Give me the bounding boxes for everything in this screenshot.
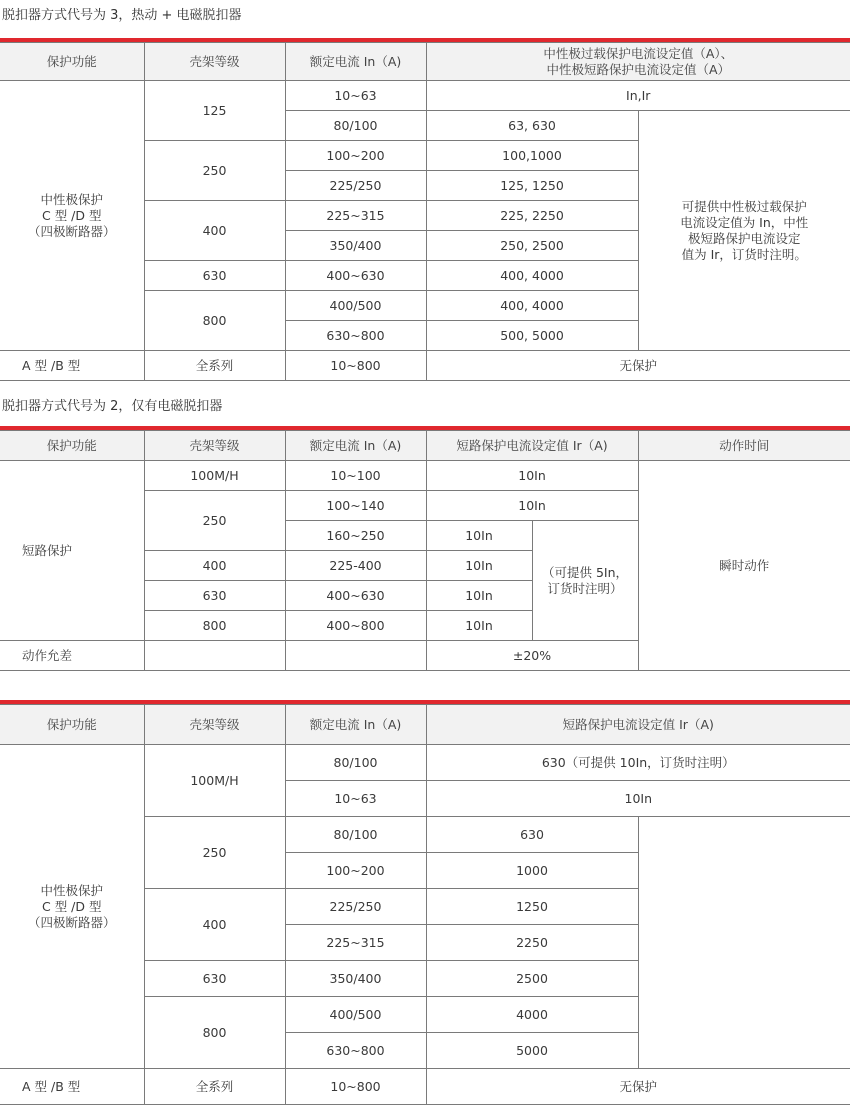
current-cell: 10~63 xyxy=(285,81,426,111)
frame-cell: 250 xyxy=(144,817,285,889)
col-header-protection: 保护功能 xyxy=(0,431,144,461)
frame-cell: 250 xyxy=(144,141,285,201)
setting-cell: 10In xyxy=(426,551,532,581)
setting-cell: 630（可提供 10In，订货时注明） xyxy=(426,745,850,781)
section2-caption: 脱扣器方式代号为 2，仅有电磁脱扣器 xyxy=(2,399,223,414)
current-cell: 80/100 xyxy=(285,111,426,141)
protection-label-line: C 型 /D 型 xyxy=(42,207,102,223)
setting-cell: 100,1000 xyxy=(426,141,638,171)
note-cell xyxy=(532,521,638,641)
current-cell: 225/250 xyxy=(285,889,426,925)
frame-cell: 400 xyxy=(144,889,285,961)
frame-cell: 100M/H xyxy=(144,461,285,491)
col-header-frame: 壳架等级 xyxy=(144,705,285,745)
col-header-settings xyxy=(426,43,850,81)
note-line: 订货时注明） xyxy=(547,580,623,596)
col-header-action-time: 动作时间 xyxy=(638,431,850,461)
setting-cell: 5000 xyxy=(426,1033,638,1069)
col-header-protection: 保护功能 xyxy=(0,705,144,745)
table-row xyxy=(0,461,850,491)
col-header-settings-line1: 中性极过载保护电流设定值（A）、 xyxy=(543,45,734,61)
ab-type-label: A 型 /B 型 xyxy=(0,351,144,381)
action-time-cell: 瞬时动作 xyxy=(638,461,850,671)
section1-header-row xyxy=(0,43,850,81)
current-cell: 100~200 xyxy=(285,853,426,889)
setting-cell: 250, 2500 xyxy=(426,231,638,261)
frame-cell: 400 xyxy=(144,551,285,581)
protection-label xyxy=(0,745,144,1069)
table-row xyxy=(0,745,850,781)
frame-cell: 630 xyxy=(144,581,285,611)
protection-label-line: C 型 /D 型 xyxy=(42,898,102,914)
current-cell: 10~63 xyxy=(285,781,426,817)
setting-cell: 1250 xyxy=(426,889,638,925)
frame-cell: 全系列 xyxy=(144,351,285,381)
setting-cell: 10In xyxy=(426,461,638,491)
frame-cell: 630 xyxy=(144,961,285,997)
current-cell: 400/500 xyxy=(285,997,426,1033)
frame-cell: 800 xyxy=(144,291,285,351)
setting-cell: 10In xyxy=(426,781,850,817)
current-cell: 630~800 xyxy=(285,321,426,351)
col-header-rated-current: 额定电流 In（A) xyxy=(285,43,426,81)
current-cell: 100~200 xyxy=(285,141,426,171)
section1-caption: 脱扣器方式代号为 3，热动 + 电磁脱扣器 xyxy=(2,8,242,23)
current-cell: 400/500 xyxy=(285,291,426,321)
current-cell: 350/400 xyxy=(285,231,426,261)
protection-label-line: 中性极保护 xyxy=(40,191,103,207)
setting-cell: 无保护 xyxy=(426,351,850,381)
col-header-rated-current: 额定电流 In（A) xyxy=(285,705,426,745)
current-cell: 10~800 xyxy=(285,1069,426,1105)
note-line: 电流设定值为 In，中性 xyxy=(680,214,809,230)
col-header-short-circuit: 短路保护电流设定值 Ir（A) xyxy=(426,431,638,461)
section2-table xyxy=(0,430,850,671)
setting-cell: 225, 2250 xyxy=(426,201,638,231)
ab-type-label: A 型 /B 型 xyxy=(0,1069,144,1105)
current-cell: 225-400 xyxy=(285,551,426,581)
current-cell: 400~800 xyxy=(285,611,426,641)
current-cell: 400~630 xyxy=(285,261,426,291)
col-header-protection: 保护功能 xyxy=(0,43,144,81)
frame-cell: 800 xyxy=(144,611,285,641)
setting-cell: 630 xyxy=(426,817,638,853)
empty-cell xyxy=(285,641,426,671)
protection-label-line: （四极断路器） xyxy=(27,223,116,239)
col-header-rated-current: 额定电流 In（A) xyxy=(285,431,426,461)
section3-header-row xyxy=(0,705,850,745)
frame-cell: 100M/H xyxy=(144,745,285,817)
col-header-frame: 壳架等级 xyxy=(144,431,285,461)
protection-label: 短路保护 xyxy=(0,461,144,641)
section1-table xyxy=(0,42,850,381)
tolerance-value: ±20% xyxy=(426,641,638,671)
setting-cell: 无保护 xyxy=(426,1069,850,1105)
setting-cell: 10In xyxy=(426,491,638,521)
setting-cell: 400, 4000 xyxy=(426,291,638,321)
section2-header-row xyxy=(0,431,850,461)
note-line: 极短路保护电流设定 xyxy=(687,230,801,246)
table-row xyxy=(0,1069,850,1105)
current-cell: 10~100 xyxy=(285,461,426,491)
section3-table xyxy=(0,704,850,1105)
note-line: 可提供中性极过载保护 xyxy=(681,198,807,214)
note-line: 值为 Ir，订货时注明。 xyxy=(681,246,807,262)
setting-cell: 1000 xyxy=(426,853,638,889)
current-cell: 160~250 xyxy=(285,521,426,551)
protection-label xyxy=(0,81,144,351)
setting-cell: 2250 xyxy=(426,925,638,961)
note-cell xyxy=(638,111,850,351)
col-header-short-circuit: 短路保护电流设定值 Ir（A) xyxy=(426,705,850,745)
current-cell: 225~315 xyxy=(285,201,426,231)
current-cell: 80/100 xyxy=(285,817,426,853)
col-header-frame: 壳架等级 xyxy=(144,43,285,81)
current-cell: 10~800 xyxy=(285,351,426,381)
current-cell: 225/250 xyxy=(285,171,426,201)
col-header-settings-line2: 中性极短路保护电流设定值（A） xyxy=(546,61,731,77)
setting-cell: 125, 1250 xyxy=(426,171,638,201)
frame-cell: 630 xyxy=(144,261,285,291)
frame-cell: 400 xyxy=(144,201,285,261)
setting-cell: 500, 5000 xyxy=(426,321,638,351)
setting-cell: 10In xyxy=(426,581,532,611)
note-line: （可提供 5In， xyxy=(541,564,629,580)
current-cell: 350/400 xyxy=(285,961,426,997)
setting-cell: 2500 xyxy=(426,961,638,997)
current-cell: 400~630 xyxy=(285,581,426,611)
current-cell: 225~315 xyxy=(285,925,426,961)
setting-cell: 10In xyxy=(426,611,532,641)
table-row xyxy=(0,81,850,111)
setting-cell: 400, 4000 xyxy=(426,261,638,291)
frame-cell: 全系列 xyxy=(144,1069,285,1105)
current-cell: 630~800 xyxy=(285,1033,426,1069)
frame-cell: 125 xyxy=(144,81,285,141)
table-row xyxy=(0,351,850,381)
current-cell: 80/100 xyxy=(285,745,426,781)
frame-cell: 800 xyxy=(144,997,285,1069)
empty-cell xyxy=(144,641,285,671)
setting-cell: 10In xyxy=(426,521,532,551)
current-cell: 100~140 xyxy=(285,491,426,521)
setting-cell: In,Ir xyxy=(426,81,850,111)
setting-cell: 63, 630 xyxy=(426,111,638,141)
setting-cell: 4000 xyxy=(426,997,638,1033)
tolerance-label: 动作允差 xyxy=(0,641,144,671)
protection-label-line: （四极断路器） xyxy=(27,914,116,930)
frame-cell: 250 xyxy=(144,491,285,551)
protection-label-line: 中性极保护 xyxy=(40,882,103,898)
blank-cell xyxy=(638,817,850,1069)
